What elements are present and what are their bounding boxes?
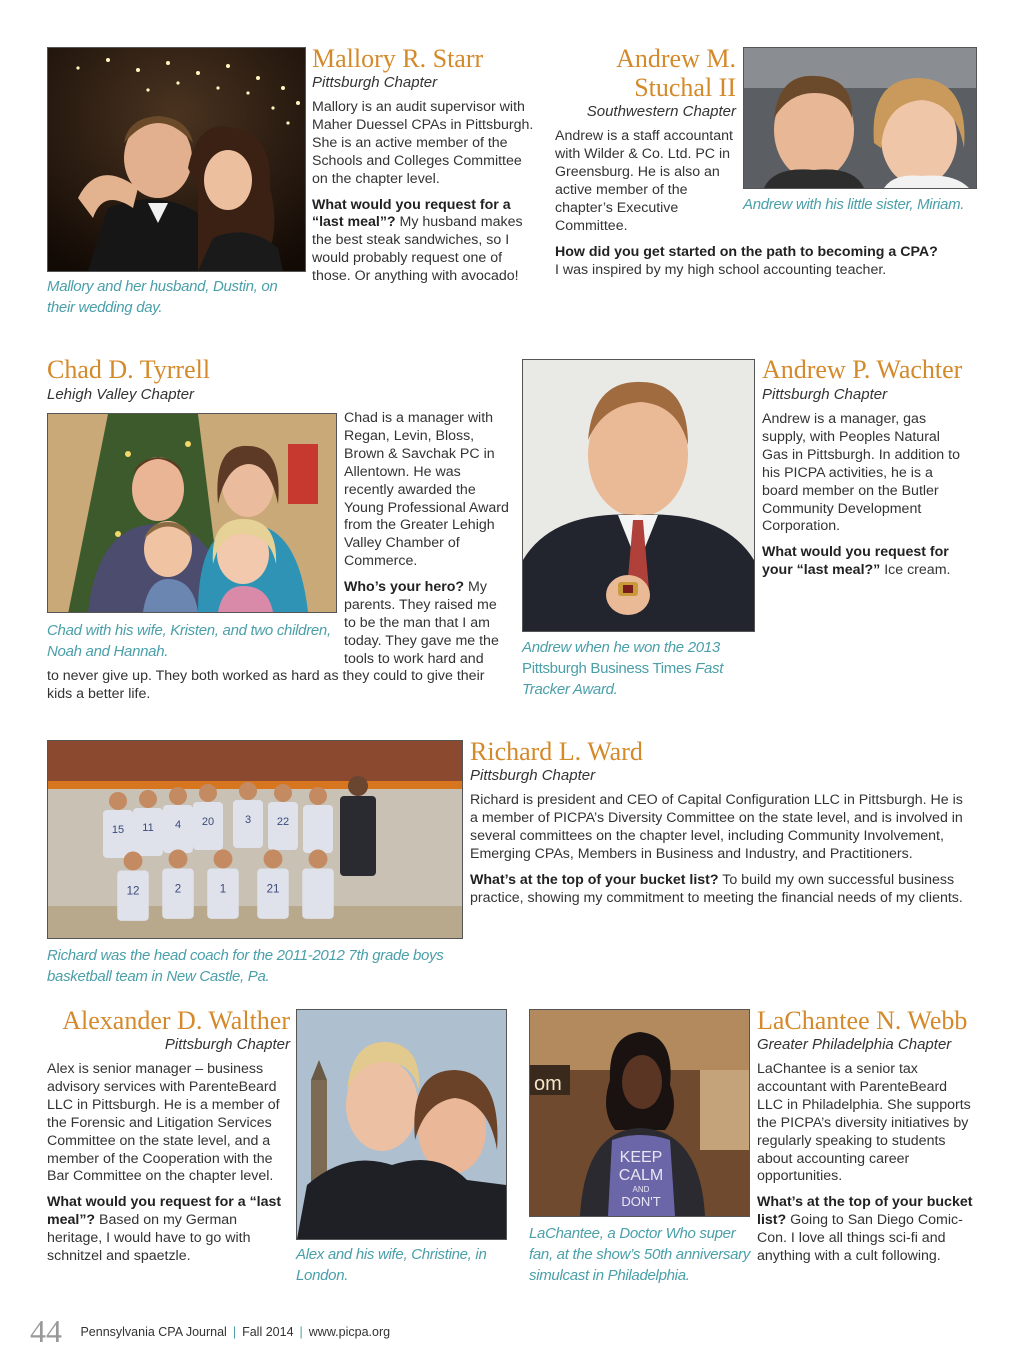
wachter-caption-line1: Andrew when he won the 2013 [522, 639, 720, 656]
webb-answer: Going to San Diego Comic-Con. I love all things sci-fi and anything with a cult following. [757, 1212, 963, 1265]
stuchal-bio: Andrew is a staff accountant with Wilder & Co. Ltd. PC in Greensburg. He is also an active member of the chapter’s Executive Committee. [555, 128, 733, 234]
tyrrell-caption: Chad with his wife, Kristen, and two children, Noah and Hannah. [47, 622, 331, 660]
walther-caption: Alex and his wife, Christine, in London. [296, 1246, 487, 1284]
starr-text [312, 99, 534, 294]
stuchal-caption: Andrew with his little sister, Miriam. [743, 196, 965, 213]
starr-chapter: Pittsburgh Chapter [312, 74, 438, 91]
webb-shirt-line3: AND [632, 1185, 650, 1194]
starr-photo [47, 47, 306, 272]
footer-divider: | [299, 1324, 303, 1339]
walther-text [47, 1061, 289, 1274]
ward-caption: Richard was the head coach for the 2011-2012 7th grade boys basketball team in New Castle, Pa. [47, 947, 444, 985]
tyrrell-qa-top: Who’s your hero? My parents. They raised me to be the man that I am today. They gave me the tools to work hard and [344, 579, 499, 667]
stuchal-photo [743, 47, 977, 189]
ward-text [470, 792, 970, 915]
jersey-number: 21 [266, 883, 280, 896]
website-link[interactable]: www.picpa.org [308, 1324, 391, 1339]
starr-name: Mallory R. Starr [312, 44, 484, 73]
footer-divider: | [232, 1324, 237, 1339]
webb-caption: LaChantee, a Doctor Who super fan, at the show’s 50th anniversary simulcast in Philadelphia. [529, 1225, 751, 1284]
webb-bio: LaChantee is a senior tax accountant with ParenteBeard LLC in Philadelphia. She supports the PICPA’s diversity initiatives by regularly speaking to students about accounting career opportunities. [757, 1061, 971, 1185]
ward-question: What’s at the top of your bucket list? [470, 871, 719, 888]
stuchal-name-line2: Stuchal II [634, 73, 736, 102]
ward-photo [47, 740, 463, 939]
svg-text:om: om [534, 1073, 562, 1095]
webb-question: What’s at the top of your bucket list? [757, 1194, 973, 1229]
journal-title: Pennsylvania CPA Journal [80, 1324, 227, 1339]
stuchal-qa [555, 244, 975, 280]
ward-chapter: Pittsburgh Chapter [470, 767, 596, 784]
walther-bio: Alex is senior manager – business advisory services with ParenteBeard LLC in Pittsburgh. He is a member of the Forensic and Litigation Services Committee on the state level, and a member of the Cooperation with the Bar Committee on the chapter level. [47, 1061, 280, 1185]
walther-name: Alexander D. Walther [62, 1006, 290, 1035]
jersey-number: 11 [142, 822, 154, 834]
wachter-caption-line2: Pittsburgh Business Times [522, 660, 692, 677]
jersey-number: 2 [174, 883, 182, 896]
stuchal-name-line1: Andrew M. [616, 44, 736, 73]
jersey-number: 4 [174, 819, 182, 831]
webb-shirt-line1: KEEP [619, 1149, 663, 1166]
tyrrell-name: Chad D. Tyrrell [47, 355, 211, 384]
issue-date: Fall 2014 [242, 1324, 294, 1339]
wachter-photo [522, 359, 755, 632]
jersey-number: 1 [219, 883, 227, 896]
webb-shirt-line4: DON'T [621, 1194, 661, 1209]
stuchal-chapter: Southwestern Chapter [586, 103, 736, 120]
jersey-number: 3 [244, 814, 252, 826]
wachter-caption-line3: Tracker Award. [522, 681, 618, 698]
webb-shirt-line2: CALM [618, 1167, 664, 1184]
wachter-chapter: Pittsburgh Chapter [762, 386, 888, 403]
jersey-number: 22 [276, 816, 290, 828]
ward-bio: Richard is president and CEO of Capital Configuration LLC in Pittsburgh. He is a member of PICPA’s Diversity Committee on the state level, and is involved in several committees on the chapter level, including Community Involvement, Emerging CPAs, Members in Business and Industry, and Practitioners. [470, 792, 963, 862]
walther-answer: Based on my German heritage, I would have to go with schnitzel and spaetzle. [47, 1212, 251, 1265]
tyrrell-chapter: Lehigh Valley Chapter [47, 386, 195, 403]
wachter-caption-italic: Fast [695, 660, 724, 677]
ward-answer: To build my own successful business practice, showing my commitment to meeting the financial needs of my clients. [470, 871, 963, 906]
walther-chapter: Pittsburgh Chapter [164, 1036, 290, 1053]
starr-answer: My husband makes the best steak sandwiches, so I would probably request one of those. Or anything with avocado! [312, 214, 523, 285]
starr-caption: Mallory and her husband, Dustin, on their wedding day. [47, 278, 278, 316]
jersey-number: 15 [111, 824, 125, 836]
webb-name: LaChantee N. Webb [757, 1006, 968, 1035]
webb-text [757, 1061, 977, 1274]
starr-question: What would you request for a “last meal”? [312, 196, 511, 231]
tyrrell-question: Who’s your hero? [344, 579, 465, 595]
wachter-name: Andrew P. Wachter [762, 355, 963, 384]
webb-chapter: Greater Philadelphia Chapter [757, 1036, 952, 1053]
walther-photo [296, 1009, 507, 1240]
stuchal-question: How did you get started on the path to becoming a CPA? [555, 244, 938, 260]
wachter-question: What would you request for your “last meal?” [762, 544, 949, 579]
tyrrell-photo [47, 413, 337, 613]
tyrrell-qa-bottom: to never give up. They both worked as hard as they could to give their kids a better life. [47, 668, 485, 702]
tyrrell-bio: Chad is a manager with Regan, Levin, Bloss, Brown & Savchak PC in Allentown. He was recently awarded the Young Professional Award from the Greater Lehigh Valley Chamber of Commerce. [344, 410, 509, 570]
wachter-bio: Andrew is a manager, gas supply, with Peoples Natural Gas in Pittsburgh. In addition to his PICPA activities, he is a board member on the Butler Community Development Corporation. [762, 411, 960, 535]
starr-bio: Mallory is an audit supervisor with Maher Duessel CPAs in Pittsburgh. She is an active member of the Schools and Colleges Committee on the chapter level. [312, 99, 534, 187]
stuchal-answer: I was inspired by my high school accounting teacher. [555, 261, 887, 278]
jersey-number: 20 [201, 816, 215, 828]
webb-photo [529, 1009, 750, 1217]
walther-question: What would you request for a “last meal”? [47, 1194, 282, 1229]
wachter-caption [522, 637, 762, 700]
page-number: 44 [30, 1313, 62, 1349]
wachter-answer: Ice cream. [880, 562, 951, 579]
page-footer [30, 1313, 390, 1350]
ward-name: Richard L. Ward [470, 737, 643, 766]
jersey-number: 12 [126, 885, 140, 898]
wachter-text [762, 411, 967, 588]
